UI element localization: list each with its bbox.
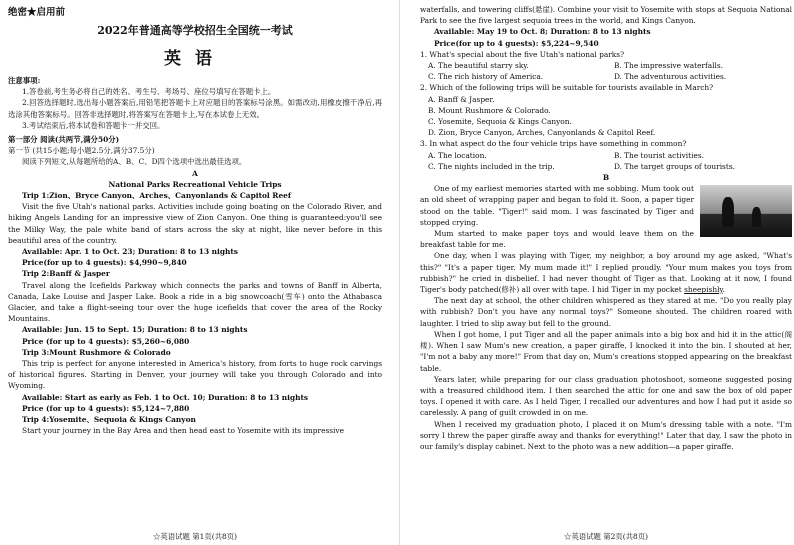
- passage-b-paragraph-2: Mum started to make paper toys and would leave them on the breakfast table for me.: [420, 229, 694, 250]
- option-1c: C. The rich history of America.: [428, 72, 544, 82]
- passage-b-paragraph-1: One of my earliest memories started with me sobbing. Mum took out an old sheet of wrapping paper and began to fold it. Soon, a paper tiger stood on the table. "Tiger!" said mom. I was fascinated by Tiger and stopped crying.: [420, 184, 694, 227]
- passage-a-title: National Parks Recreational Vehicle Trips: [108, 179, 282, 189]
- passage-b-paragraph-7: When I received my graduation photo, I placed it on Mum's dressing table with a note. "I'm sorry I threw the paper giraffe away and thanks for everything!" Later that day, I saw the photo in our family's display cabinet. Next to the photo was a new addition—a paper giraffe.: [420, 419, 792, 451]
- page-1: [8, 0, 382, 545]
- question-3-options-ab: [420, 150, 792, 161]
- option-2d: D. Zion, Bryce Canyon, Arches, Canyonlands & Capitol Reef.: [428, 128, 656, 138]
- trip4-price: Price(for up to 4 guests): $5,224~9,540: [434, 38, 599, 48]
- question-1: 1. What's special about the five Utah's national parks?: [420, 49, 625, 59]
- trip2-available: Available: Jun. 15 to Sept. 15; Duration: 8 to 13 nights: [22, 325, 248, 335]
- passage-b-paragraph-4: The next day at school, the other children whispered as they stared at me. "Do you really play with rubbish? Don't you have any normal toys?" Someone shouted. The children roared with laughter. I tried to slip away but fell to the ground.: [420, 296, 792, 328]
- confidential-mark: 绝密★启用前: [8, 7, 66, 18]
- trip3-title: Trip 3:Mount Rushmore & Colorado: [22, 347, 171, 357]
- trip3-price: Price (for up to 4 guests): $5,124~7,880: [22, 403, 190, 413]
- option-2c: C. Yosemite, Sequoia & Kings Canyon.: [428, 117, 572, 127]
- trip1-price: Price(for up to 4 guests): $4,990~9,840: [22, 258, 187, 268]
- option-3a: A. The location.: [428, 150, 487, 160]
- trip2-price: Price (for up to 4 guests): $5,260~6,080: [22, 336, 190, 346]
- passage-b-paragraph-6: Years later, while preparing for our class graduation photoshoot, someone suggested posing with a treasured childhood item. I then searched the attic for one and saw the box of old paper toys. I opened it with care. As I held Tiger, I recalled our adventures and how I had put it aside so carelessly. A pang of guilt crowded in on me.: [420, 374, 792, 418]
- trip4-continued: waterfalls, and towering cliffs(悬崖). Combine your visit to Yosemite with stops at Sequoia National Park to see the five largest sequoia trees in the world, and Kings Canyon.: [420, 5, 792, 26]
- page-divider: [399, 0, 400, 545]
- trip4-title: Trip 4:Yosemite、Sequoia & Kings Canyon: [22, 415, 196, 425]
- question-2: 2. Which of the following trips will be suitable for tourists available in March?: [420, 83, 714, 93]
- question-1-options-cd: [420, 71, 792, 82]
- page-1-footer: ☆英语试题 第1页(共8页): [152, 532, 238, 541]
- instruction: 阅读下列短文,从每题所给的A、B、C、D四个选项中选出最佳选项。: [22, 157, 247, 167]
- passage-b-paragraph-3: [420, 250, 792, 295]
- trip3-text: This trip is perfect for anyone interested in America's history, from forts to huge rock carvings of historical figures. Starting in Denver, your journey will take you through Colorado and into Wyoming.: [8, 359, 382, 391]
- trip4-available: Available: May 19 to Oct. 8; Duration: 8 to 13 nights: [434, 27, 651, 37]
- passage-b-paragraph-5: When I got home, I put Tiger and all the paper animals into a big box and hid it in the attic(阁楼). When I saw Mum's new creation, a paper giraffe, I knocked it into the bin. I shouted at her, "I'm not a baby any more!" From that day on, Mum's creations stopped appearing on the breakfast table.: [420, 329, 792, 373]
- option-3b: B. The tourist activities.: [614, 150, 704, 160]
- paragraph-3-end: .: [722, 285, 725, 295]
- note-3: 3.考试结束后,将本试卷和答题卡一并交回。: [22, 120, 165, 130]
- option-2b: B. Mount Rushmore & Colorado.: [428, 105, 551, 115]
- subject-title: 英语: [164, 49, 226, 69]
- silhouette-photo: [700, 185, 792, 237]
- question-1-options-ab: [420, 60, 792, 71]
- passage-b-letter: B: [602, 173, 610, 183]
- option-2a: A. Banff & Jasper.: [428, 94, 495, 104]
- question-3-options-cd: [420, 161, 792, 172]
- trip1-available: Available: Apr. 1 to Oct. 23; Duration: 8 to 13 nights: [22, 247, 238, 257]
- question-3: 3. In what aspect do the four vehicle trips have something in common?: [420, 139, 687, 149]
- option-1b: B. The impressive waterfalls.: [614, 61, 724, 71]
- option-3d: D. The target groups of tourists.: [614, 161, 735, 171]
- trip2-title: Trip 2:Banff & Jasper: [22, 269, 110, 279]
- part-heading: 第一部分 阅读(共两节,满分50分): [8, 135, 120, 145]
- child-silhouette: [752, 207, 761, 227]
- exam-title: 2022年普通高等学校招生全国统一考试: [97, 24, 293, 37]
- page-2: [420, 0, 792, 545]
- trip3-available: Available: Start as early as Feb. 1 to Oct. 10; Duration: 8 to 13 nights: [22, 392, 309, 402]
- option-3c: C. The nights included in the trip.: [428, 161, 555, 171]
- paragraph-3-text: One day, when I was playing with Tiger, my neighbor, a boy around my age asked, "What's this?" "It's a paper tiger. My mum made it!" I replied proudly. "Your mum makes you toys from rubbish?" he cried in disbelief. I had never thought of Tiger as that. Looking at it now, I found Tiger's body patched(修补) all over with tape. I hid Tiger in my pocket: [420, 251, 792, 295]
- note-1: 1.答卷前,考生务必将自己的姓名、考生号、考场号、座位号填写在答题卡上。: [22, 87, 276, 97]
- notes-title: 注意事项:: [8, 76, 41, 85]
- trip1-title: Trip 1:Zion、Bryce Canyon、Arches、Canyonlands & Capitol Reef: [22, 191, 292, 201]
- note-2: 2.回答选择题时,选出每小题答案后,用铅笔把答题卡上对应题目的答案标号涂黑。如需改动,用橡皮擦干净后,再选涂其他答案标号。回答非选择题时,将答案写在答题卡上,写在本试卷上无效。: [8, 98, 382, 119]
- trip4-text: Start your journey in the Bay Area and then head east to Yosemite with its impressive: [22, 426, 344, 436]
- option-1d: D. The adventurous activities.: [614, 72, 727, 82]
- page-2-footer: ☆英语试题 第2页(共8页): [563, 532, 649, 541]
- section-heading: 第一节 (共15小题;每小题2.5分,满分37.5分): [8, 146, 155, 156]
- underlined-word: sheepishly: [684, 285, 723, 295]
- option-1a: A. The beautiful starry sky.: [428, 61, 529, 71]
- trip1-text: Visit the five Utah's national parks. Activities include going boating on the Colorado River, and hiking Angels Landing for an impressive view of Zion Canyon. One thing is guaranteed:you'll see the Milky Way, the pale white band of stars across the sky at night, like never before in this beautiful area of the country.: [8, 202, 382, 245]
- trip2-text: Travel along the Icefields Parkway which connects the parks and towns of Banff in Alberta, Canada, Lake Louise and Jasper Lake. Book a ride in a big snowcoach(雪车) onto the Athabasca Glacier, and take a flight-seeing tour over the huge icefields that cover the area of the Rocky Mountains.: [8, 280, 382, 324]
- adult-silhouette: [722, 197, 734, 227]
- passage-a-letter: A: [192, 168, 198, 178]
